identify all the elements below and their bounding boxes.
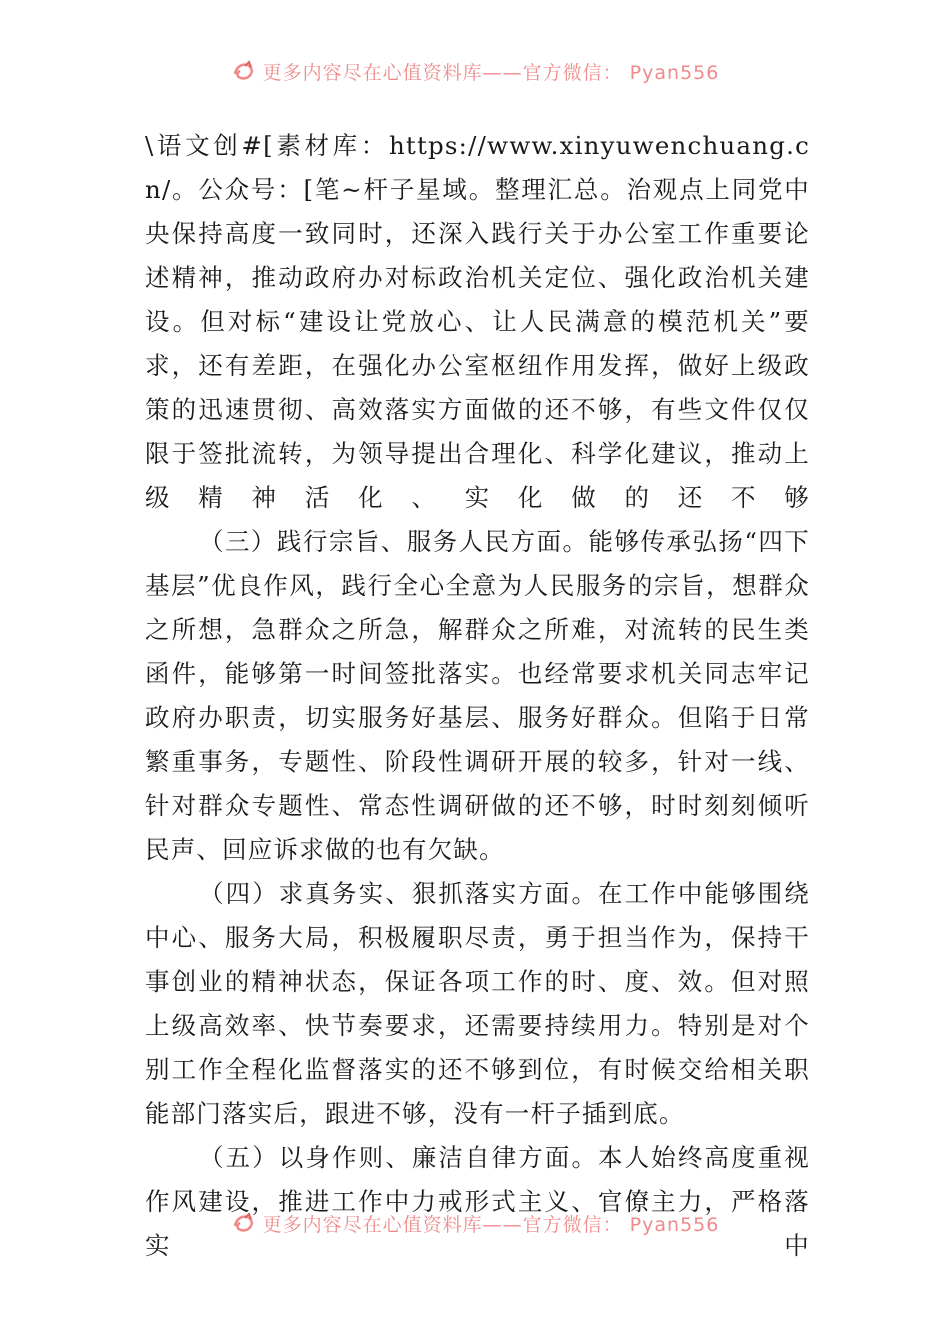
text-line: 风建设，推进工作中力戒形式主义、官僚主力，严格落实中 [145, 1187, 810, 1260]
text-line: 效率、快节奏要求，还需要持续用力。特别是对个别工作全 [145, 1011, 810, 1084]
header-watermark [0, 56, 950, 86]
paragraph-3-serve-people [145, 520, 810, 872]
text-line: 党放心、让人民满意的模范机关”要求，还有差距，在强化 [145, 307, 810, 380]
text-line: 合理化、科学化建议，推动上级精神活化、实化做的还不够 [145, 439, 810, 512]
text-line: 后，跟进不够，没有一杆子插到底。 [273, 1099, 685, 1128]
text-line: （五）以身作则、廉洁自律方面。本人始终高度重视作 [145, 1143, 810, 1216]
document-body [145, 124, 810, 1268]
text-line: 基层”优良作风，践行全心全意为人民服务的宗旨，想群众 [145, 571, 810, 600]
text-line: 业的精神状态，保证各项工作的时、度、效。但对照上级高 [145, 967, 810, 1040]
text-line: 同时，还深入践行关于办公室工作重要论述精神，推动政府 [145, 219, 810, 292]
text-line: [笔~杆子星域。整理汇总。治观点上同党中央保持高度一致 [145, 175, 810, 248]
text-line: 务，专题性、阶段性调研开展的较多，针对一线、针对群众 [145, 747, 810, 820]
text-line: 办职责，切实服务好基层、服务好群众。但陷于日常繁重事 [145, 703, 810, 776]
footer-watermark [0, 1208, 950, 1238]
text-line: 专题性、常态性调研做的还不够，时时刻刻倾听民声、回应 [145, 791, 810, 864]
paragraph-5-integrity [145, 1136, 810, 1268]
text-line: 件，能够第一时间签批落实。也经常要求机关同志牢记政府 [145, 659, 810, 732]
text-line: 诉求做的也有欠缺。 [273, 835, 505, 864]
paragraph-1 [145, 124, 810, 520]
watermark-text: 更多内容尽在心值资料库——官方微信： Pyan556 [262, 61, 720, 84]
text-line: （三）践行宗旨、服务人民方面。能够传承弘扬“四下 [199, 527, 810, 556]
text-line: 办公室枢纽作用发挥，做好上级政策的迅速贯彻、高效落实 [145, 351, 810, 424]
watermark-text: 更多内容尽在心值资料库——官方微信： Pyan556 [262, 1213, 720, 1236]
text-line: \语文创#[素材库：https://www.xinyuwenchuang.cn/。公众号： [145, 131, 810, 204]
text-line: 办对标政治机关定位、强化政治机关建设。但对标“建设让 [145, 263, 810, 336]
text-line: 程化监督落实的还不够到位，有时候交给相关职能部门落实 [145, 1055, 810, 1128]
paragraph-4-pragmatic [145, 872, 810, 1136]
watermark-logo-icon [231, 60, 257, 82]
text-line: 方面做的还不够，有些文件仅仅限于签批流转，为领导提出 [145, 395, 810, 468]
watermark-logo-icon [231, 1212, 257, 1234]
text-line: 之所想，急群众之所急，解群众之所难，对流转的民生类函 [145, 615, 810, 688]
text-line: （四）求真务实、狠抓落实方面。在工作中能够围绕中 [145, 879, 810, 952]
text-line: 心、服务大局，积极履职尽责，勇于担当作为，保持干事创 [145, 923, 810, 996]
